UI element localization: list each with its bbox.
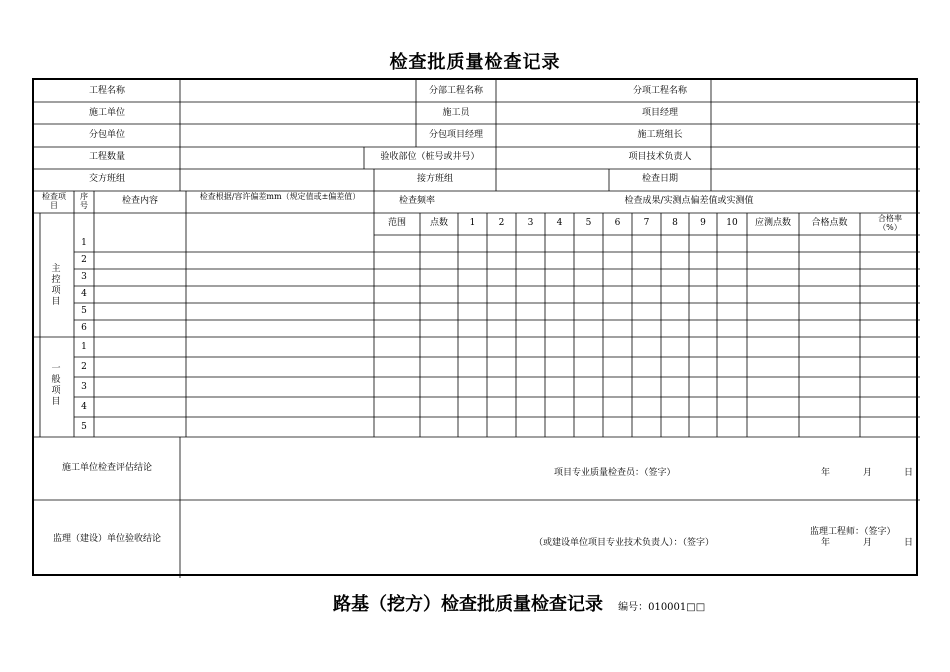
general-row-4-seq: 4 [81,402,87,412]
supervision-engineer: 监理工程师：（签字） [810,527,896,537]
page-title: 检查批质量检查记录 [389,52,561,73]
general-row-2-seq: 2 [81,362,87,372]
label-project-name: 工程名称 [88,86,125,96]
label-team-leader: 施工班组长 [637,130,683,140]
col-point-6: 6 [614,218,621,228]
label-construction-unit: 施工单位 [88,108,125,118]
label-subcontract-manager: 分包项目经理 [428,130,483,140]
col-basis: 检查根据/容许偏差mm（规定值或±偏差值） [199,192,361,201]
col-inspection-item: 检查项目 [42,192,66,210]
label-constructor: 施工员 [442,108,470,118]
construction-sign: 项目专业质量检查员：（签字） [554,468,676,478]
label-tech-lead: 项目技术负责人 [628,152,692,162]
label-item-project-name: 分项工程名称 [632,86,687,96]
footer-title: 路基（挖方）检查批质量检查记录 [333,594,603,615]
main-row-1-seq: 1 [81,238,87,248]
col-point-10: 10 [726,218,738,228]
label-inspection-date: 检查日期 [641,174,678,184]
col-point-9: 9 [700,218,706,228]
col-range: 范围 [387,218,406,228]
general-row-1-seq: 1 [81,342,87,352]
supervision-conclusion-label: 监理（建设）单位验收结论 [52,534,161,544]
col-point-8: 8 [672,218,678,228]
label-sub-project-name: 分部工程名称 [428,86,483,96]
main-row-6-seq: 6 [81,323,87,333]
col-point-4: 4 [556,218,563,228]
construction-year: 年 [821,468,831,478]
label-handover-team: 交方班组 [88,174,125,184]
supervision-year: 年 [821,538,831,548]
col-seq: 序号 [80,192,88,210]
label-acceptance-part: 验收部位（桩号或井号） [380,152,480,162]
col-pass-rate: 合格率（%） [878,214,902,232]
group-main-label: 主控项目 [51,264,61,307]
construction-month: 月 [863,468,873,478]
col-point-7: 7 [643,218,650,228]
col-content: 检查内容 [121,196,158,206]
main-row-2-seq: 2 [81,255,87,265]
col-results: 检查成果/实测点偏差值或实测值 [624,196,754,206]
col-required-points: 应测点数 [754,218,791,228]
footer-code: 编号：010001□□ [618,602,706,613]
general-row-3-seq: 3 [81,382,87,392]
label-project-manager: 项目经理 [641,108,678,118]
col-point-5: 5 [585,218,592,228]
col-points: 点数 [429,218,448,228]
footer [333,590,705,616]
supervision-sign: （或建设单位项目专业技术负责人）：（签字） [534,538,715,548]
col-point-3: 3 [527,218,534,228]
label-quantity: 工程数量 [88,152,125,162]
main-row-4-seq: 4 [81,289,87,299]
main-row-5-seq: 5 [81,306,87,316]
col-point-1: 1 [469,218,476,228]
supervision-day: 日 [904,538,914,548]
label-subcontract-unit: 分包单位 [88,130,125,140]
col-qualified-points: 合格点数 [811,218,848,228]
general-row-5-seq: 5 [81,422,87,432]
supervision-month: 月 [863,538,873,548]
construction-conclusion-label: 施工单位检查评估结论 [61,463,152,473]
label-receiving-team: 接方班组 [416,174,453,184]
group-general-label: 一般项目 [51,364,61,407]
construction-day: 日 [904,468,914,478]
col-point-2: 2 [498,218,505,228]
inspection-record-table [32,78,918,576]
col-frequency: 检查频率 [398,196,435,206]
main-row-3-seq: 3 [81,272,87,282]
